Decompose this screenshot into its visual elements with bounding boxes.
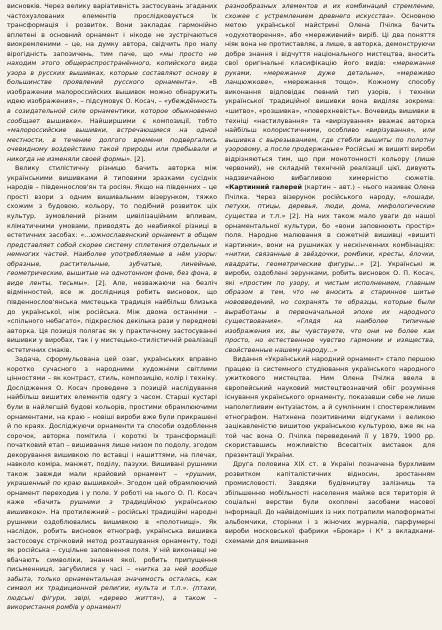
bold-span: «Картинний галерей	[225, 183, 302, 192]
text-span: висновків. Через велику варіативність застосувань згаданих частохузлованих елементів прослідковується їх трансформація і розвиток. Вони закладає гармонійно вплетені в основний орнамент і нікоде не зустрічаються виокремленими – це, на думку автора, свідчить про малу вірогідність запозичень, тим паче, що	[7, 2, 217, 58]
quote-span: «нитка за ней вообще забыта, только орнаментальная значимость осталась, как символ их традиционной религии, культа и т.п.».	[7, 565, 217, 593]
quote-span: (птахи, людські фігури, звірі, «дерево життя»), а також – використання ромбів у орнаменті	[7, 584, 217, 612]
text-span: [2]. Українські ж вироби, оздоблені зерунками, робить висновок О. П. Косач, які	[225, 259, 435, 287]
text-span: [2]. На них також мало уваги до нашої орнаментальної культури, бо «вони заповнюють простір» поля. Народне малювання в сюжетній вишивці «вишиті картинки», вони на рушниках у нескінченних комбінаціях:	[225, 212, 435, 249]
text-span: Найширшими є композиції, тобто	[83, 116, 217, 125]
text-span: .	[280, 317, 297, 326]
text-span: Російські ж вишиті вироби відрізняються тим, що при монотонності кольору (лише червоний), не складній технічній реалізації цієї, дивують надзвичайною вибагливою химерністю сюжетів.	[225, 145, 435, 182]
quote-span: «нитки, связанные в звёздочки, ромбики, кресты, ёлочки, квадраты, геометрические фигуры...»	[225, 250, 435, 268]
quote-span: разнообразных элементов и их комбинаций стремление, схожее с устремлением древнего искусства».	[225, 2, 435, 20]
text-span: [2]. Але, незважаючи на безліч відмінностей, все ж дослідниця робить висновок, що південнослов'янська мистецька традиція найбільш близька до української, ніж російська. Між двома останніми – «спільного небагато», підкреслює декілька рази у передмові авторка. Ця позиція полягає як у практичному застосуванні вишивки у виробах, так і у мистецько-стилістичній реалізації естетичних смаків.	[7, 278, 217, 354]
text-span: «В изображении малороссийских вышивок можно обнаружить идею изображения», – підсумовує О. Косач, –	[7, 78, 217, 106]
text-span: [2].	[132, 154, 146, 163]
paragraph	[225, 460, 435, 546]
quote-span: «вирізування», или вышивка с вырезыванием, где стебли вышиты по полотну узоровому, а после продержаные»	[225, 126, 435, 154]
quote-span: «мережання руками, «мережання дуже детальне», «мереживо ланцюжкове»,	[225, 59, 435, 87]
quote-span: «простим по узору, и чистым исполнением, главным образом в тем, что не вносить в старинное шитье нововведений, но сохранять те образцы, которые были выработаны в первоначальной эпохе их народного существования»	[225, 278, 435, 326]
text-span: «мережання тощо». Кожному способу виконання відповідає певний тип узорів, і техніки української традиційної вишивки вона виділяє зокрема: «шитво», «розшивка», «поверхневість». Вочевидь вишивки в техніці «настилування» та «вирізування» вважає авторка найбільш колористичними, особливо	[225, 78, 435, 135]
quote-span: «Глядя на наиболее типичные изображения их, вы чувствуете, что они не более как просто, но естественное чувство гармонии и изящества, свойственные нашему народу...»	[225, 317, 435, 354]
quote-span: «...южнославянский орнамент в общем представляет собой скорее систему сплетения отдельных и немногих частей. Наиболее употребляемые в нём узоры: образные, растительные, зубчатые, линейные, геометрические, вышитые на однотонном фоне, без фона, в виде ленты, тесьмы».	[7, 231, 217, 287]
quote-span: «бачить рушники з традиційною українською вишивкою»	[7, 498, 217, 516]
paragraph	[7, 164, 217, 355]
left-column	[7, 2, 217, 630]
quote-span: «малороссийские вышивки, встречающиеся на одной местности, в течение долгого времени подвергались очевидному воздействию такой природы или пребывали и никогда не изменяли своей формы».	[7, 126, 217, 163]
paragraph	[7, 2, 217, 164]
text-span: Друга половина XIX ст. в Україні позначена бурхливим розвитком капіталістичних відносин, зростанням промисловості. Завдяки будівництву залізниць та збільшенню мобільності населення майже вся територія й соціальні верстви були охоплені засобами масової інформації. До найвідоміших із них потрапили малоформатні альбомчики, сторінки і з жіночих журналів, парфумерні вироби московської фабрики «Брокар» і К° з вкладками-схемами для вишивання	[225, 460, 435, 545]
quote-span: «убеждённость в созидательной силе орнаментики, которое обыкновенно сообщает вышивке».	[7, 97, 217, 125]
text-span: Велику стилістичну різницю бачить авторка між українськими вишивками й типовими зразками сусідніх народів – південнослов'ян та росіян. Якщо на південних – це прості взори з одним вишивальним візерунком, тяжко схожим з будовою, кольору, то подібний розвиток ціх культур, зумовлений різним цивілізаційним впливам, кліматичними умовами, приводять до неабиякої різниці в естетичних засобах:	[7, 164, 217, 240]
text-span: . На протилежний – російські традиційні народні рушники оздоблювались вишивкою в «полотнищі». Як наслідок, робить висновок етнограф, українська вишивка застосовує стрічковий метод розташування орнаменту, тоді як російська – суцільне заповнення поля. У ній виконавці не вбачають символіки, знання якої, робить припущення письменниця, загубилися у часі –	[7, 507, 217, 574]
text-span: Основною метою української майстрині Олена Пчілка бачить «одухотворення», або «мереживний» виріб. Ці два поняття ніяк вона не протиставляє, а лише, в авторка, демонструючи добре знання і відчуття національного мистецтва, вносить свої оригінальні класифікацію його видів:	[225, 11, 435, 68]
text-span: Задача, сформульована цей озаг, українських вправно коротко сучасного з народними художніми світлими цінностями – як контраст, стиль, композицію, колір і техніку. Дослідження О. Косач проведене з позицій наслідування найбільш вишитих елементів одягу з часом. Старші кустарі були в найлегшій будові кольорів, простими обрамлюючими орнаментами, на краю – новіші вироби вже були прикрашені й по краях. Досліджуючи орнаменти та способи оздоблення сорочок, авторка помітила і короткі їх трансформації: початковий етап – вишивання лише низом по подолу, згодом декорування вишивкою по вставці і нашиттями, на плечах, навколо коміра, манжет, поділу, пазухи. Вишивані рушники також завжди мали крайовий орнамент –	[7, 355, 217, 478]
text-span: . Згодом цей обрамлюючий орнамент переходив і у поле. У роботі на нього О. П. Косач каже	[7, 479, 217, 507]
quote-span: «мы просто не находим этого общераспространённого, копийского вида узора в русских вышивках, которые составляют основу в большинстве проявлений русского орнамента».	[7, 49, 217, 87]
text-span: (картин – авт.) – нього називає Олена Пчілка. Через візерунок російського народу,	[225, 183, 435, 201]
quote-span: «лошади, петухи, птицы, деревья, люди, дома, мифологические существа и т.п.»	[225, 192, 435, 221]
paragraph	[225, 355, 435, 460]
paragraph	[225, 2, 435, 355]
quote-span: «рушник, украшенный по краю вышивкой»	[7, 469, 217, 488]
text-span: Видання «Український народний орнамент» стало першою працею із системного студіювання українського народного ужиткового мистецтва. Ним Олена Пчілка ввела в європейський науковий мистецтвознавчий обіг розуміння існування українського орнаменту, показавши себе не лише наполегливим ентузіастом, а й сумлінним і спостережливим етнографом. Натхнена позитивними відгуками і великою зацікавленістю вишитою українською культурою, вже як на той час вона О. Пчілка переведений її у 1879, 1900 рр. скориставшись можливістю Всесвітніх виставок для презентації України.	[225, 355, 435, 459]
right-column	[225, 2, 435, 630]
paragraph	[7, 355, 217, 613]
